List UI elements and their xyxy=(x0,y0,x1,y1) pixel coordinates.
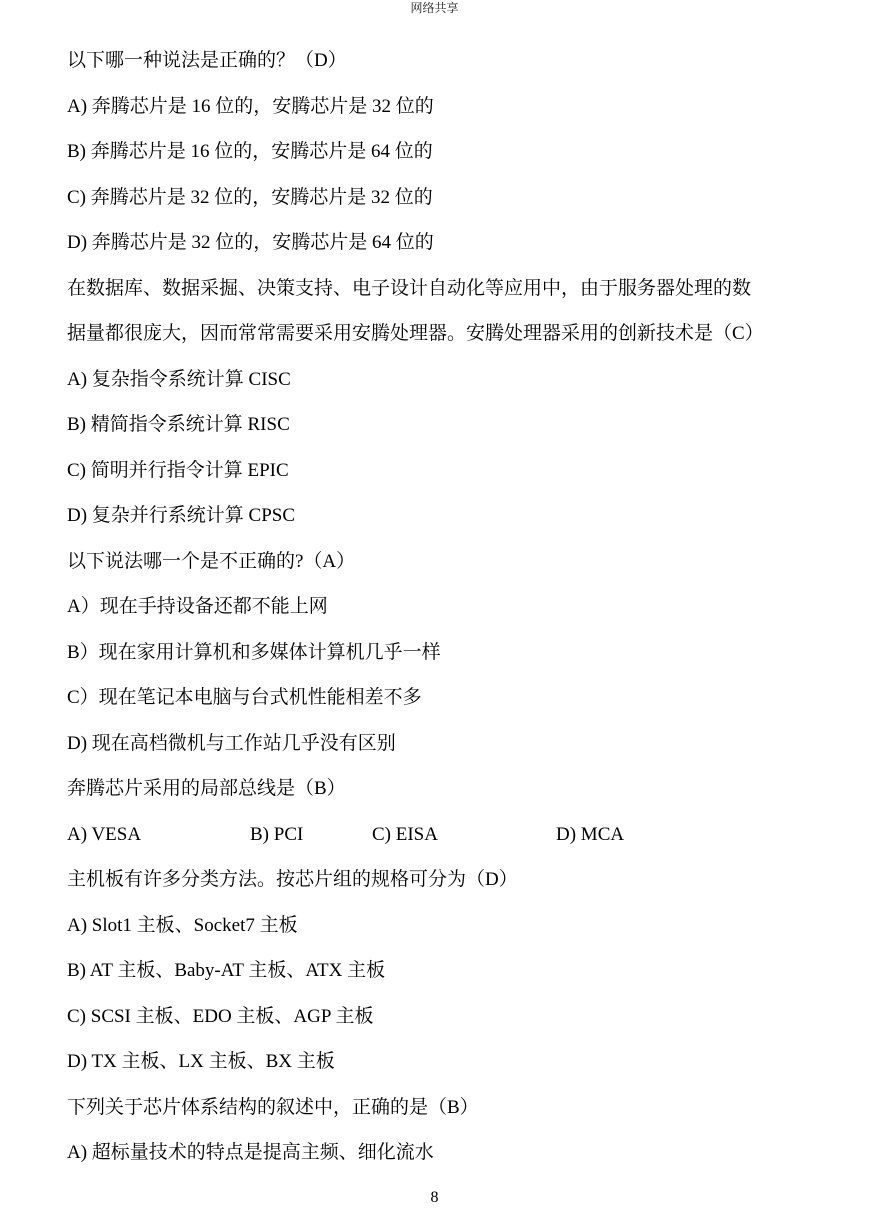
page-number: 8 xyxy=(430,1189,439,1206)
question-2-line-2: 据量都很庞大，因而常常需要采用安腾处理器。安腾处理器采用的创新技术是（C） xyxy=(67,323,764,344)
question-1-option-c: C) 奔腾芯片是 32 位的，安腾芯片是 32 位的 xyxy=(67,186,433,208)
question-3-option-d: D) 现在高档微机与工作站几乎没有区别 xyxy=(67,732,396,754)
question-4-option-c: C) EISA xyxy=(372,823,438,845)
question-3: 以下说法哪一个是不正确的?（A） xyxy=(67,550,356,572)
question-2-line-1: 在数据库、数据采掘、决策支持、电子设计自动化等应用中，由于服务器处理的数 xyxy=(67,277,752,299)
question-4-option-d: D) MCA xyxy=(556,823,625,845)
question-1-option-b: B) 奔腾芯片是 16 位的，安腾芯片是 64 位的 xyxy=(67,141,433,162)
question-4-option-b: B) PCI xyxy=(250,823,304,845)
question-2-option-a: A) 复杂指令系统计算 CISC xyxy=(67,368,291,390)
page-header: 网络共享 xyxy=(410,1,459,15)
question-5: 主机板有许多分类方法。按芯片组的规格可分为（D） xyxy=(67,869,518,890)
question-5-option-c: C) SCSI 主板、EDO 主板、AGP 主板 xyxy=(67,1005,374,1027)
question-3-option-c: C）现在笔记本电脑与台式机性能相差不多 xyxy=(67,687,422,708)
question-6: 下列关于芯片体系结构的叙述中，正确的是（B） xyxy=(67,1096,479,1118)
question-5-option-d: D) TX 主板、LX 主板、BX 主板 xyxy=(67,1051,335,1072)
question-2-option-d: D) 复杂并行系统计算 CPSC xyxy=(67,505,296,526)
question-6-option-a: A) 超标量技术的特点是提高主频、细化流水 xyxy=(67,1142,434,1163)
question-2-option-b: B) 精简指令系统计算 RISC xyxy=(67,414,290,435)
question-1-option-d: D) 奔腾芯片是 32 位的，安腾芯片是 64 位的 xyxy=(67,232,434,253)
question-4: 奔腾芯片采用的局部总线是（B） xyxy=(67,778,346,799)
question-3-option-a: A）现在手持设备还都不能上网 xyxy=(67,596,328,617)
question-1: 以下哪一种说法是正确的？（D） xyxy=(67,50,347,71)
document-body xyxy=(67,38,827,1176)
question-5-option-a: A) Slot1 主板、Socket7 主板 xyxy=(67,914,298,936)
question-1-option-a: A) 奔腾芯片是 16 位的，安腾芯片是 32 位的 xyxy=(67,95,434,117)
question-3-option-b: B）现在家用计算机和多媒体计算机几乎一样 xyxy=(67,641,441,663)
question-2-option-c: C) 简明并行指令计算 EPIC xyxy=(67,459,289,481)
question-4-options xyxy=(67,812,827,858)
question-4-option-a: A) VESA xyxy=(67,823,142,845)
question-5-option-b: B) AT 主板、Baby-AT 主板、ATX 主板 xyxy=(67,960,386,981)
